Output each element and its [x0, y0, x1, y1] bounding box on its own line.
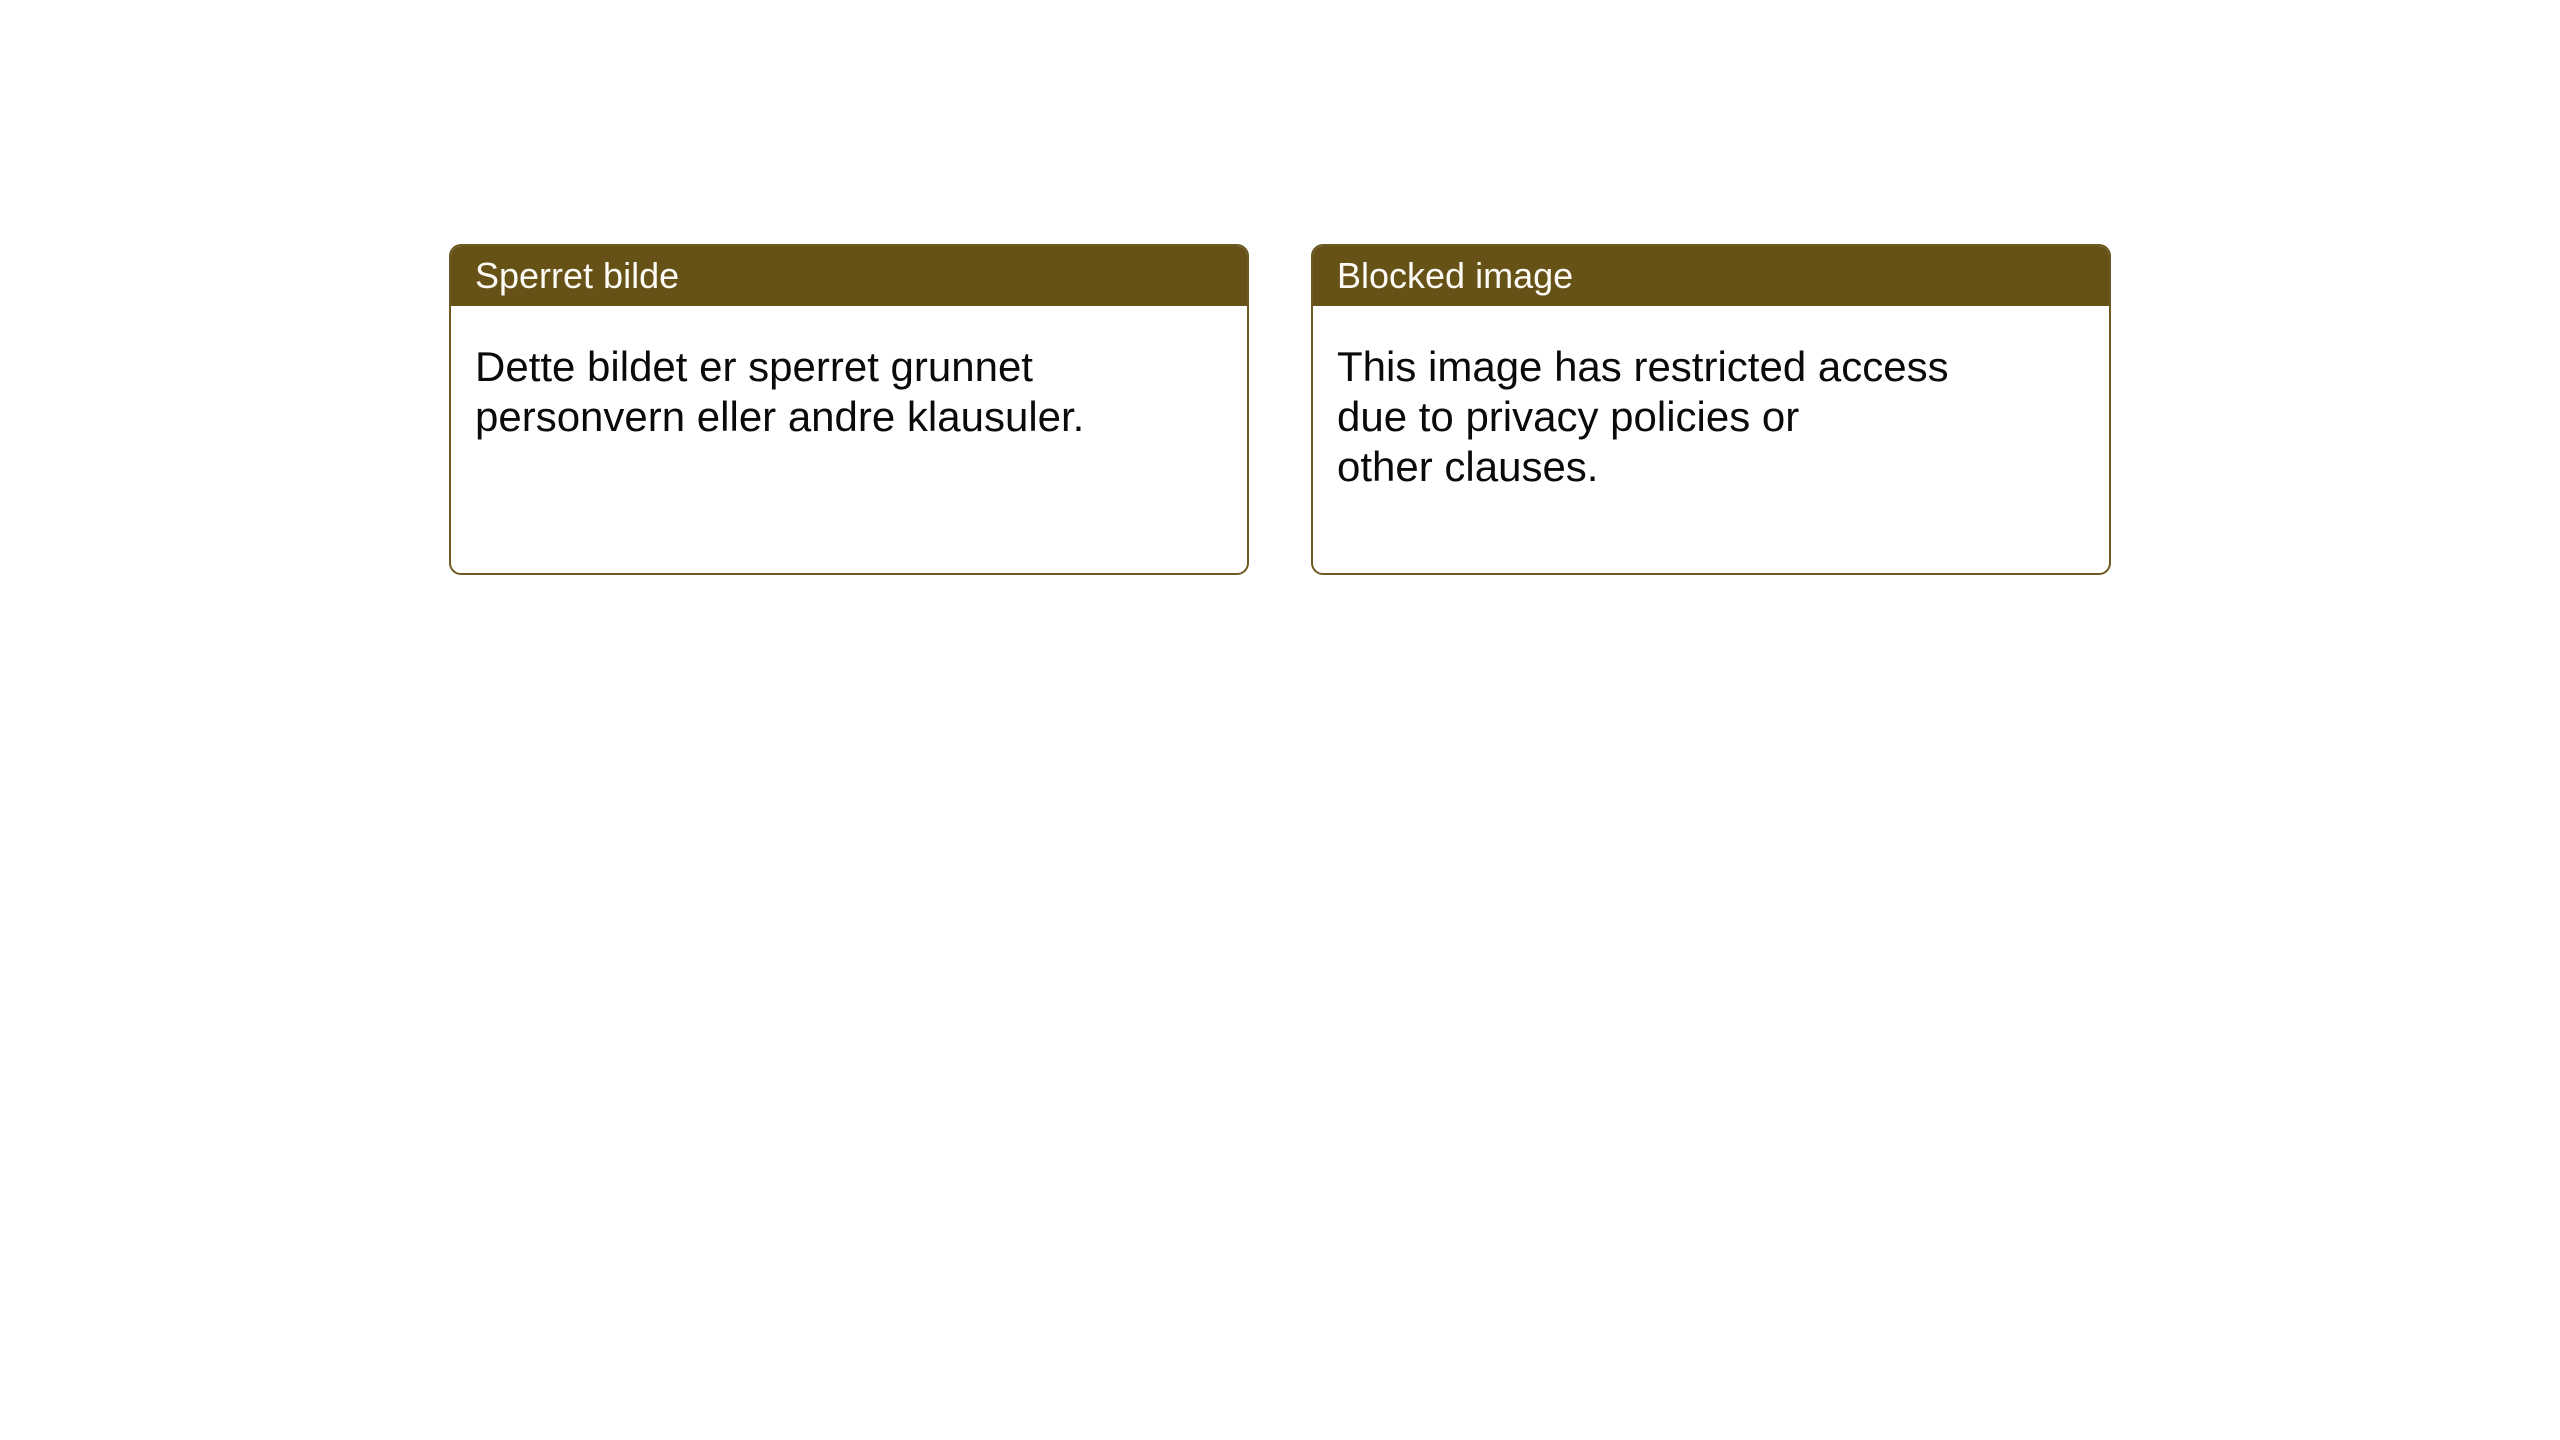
card-title-norwegian: Sperret bilde [475, 255, 680, 296]
card-title-english: Blocked image [1337, 255, 1574, 296]
body-line: Dette bildet er sperret grunnet [475, 343, 1033, 390]
body-line: This image has restricted access [1337, 343, 1949, 390]
blocked-image-card-english [1311, 244, 2111, 575]
blocked-image-card-norwegian [449, 244, 1249, 575]
body-line: other clauses. [1337, 443, 1599, 490]
body-line: personvern eller andre klausuler. [475, 393, 1085, 440]
body-line: due to privacy policies or [1337, 393, 1800, 440]
card-header [1313, 246, 2109, 306]
card-header [451, 246, 1247, 306]
card-body [1313, 306, 2109, 492]
card-body [451, 306, 1247, 442]
